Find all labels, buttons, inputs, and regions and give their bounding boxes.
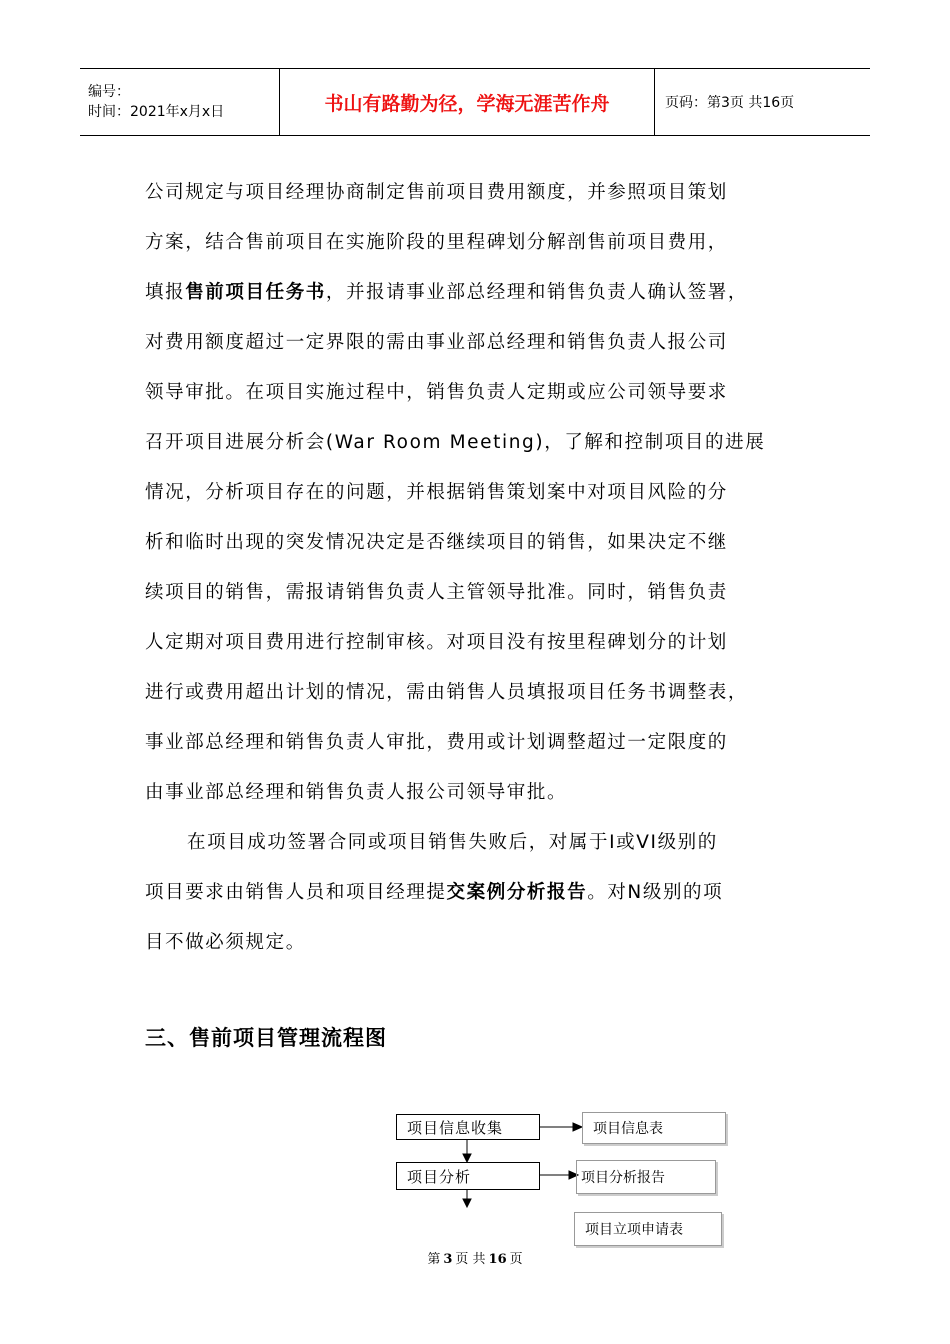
bold-term-case-analysis-report: 交案例分析报告 <box>446 882 588 903</box>
text-line: 析和临时出现的突发情况决定是否继续项目的销售，如果决定不继 <box>145 532 728 553</box>
footer-current-page: 3 <box>443 1252 453 1267</box>
text-line: 情况，分析项目存在的问题，并根据销售策划案中对项目风险的分 <box>145 482 728 503</box>
header-page-info: 页码：第3页 共16页 <box>665 95 795 111</box>
footer-suffix: 页 <box>509 1252 523 1267</box>
text-line: 对费用额度超过一定界限的需由事业部总经理和销售负责人报公司 <box>145 332 728 353</box>
text-line: 目不做必须规定。 <box>145 932 306 953</box>
text-line: 进行或费用超出计划的情况，需由销售人员填报项目任务书调整表， <box>145 682 749 703</box>
text-line: 事业部总经理和销售负责人审批，费用或计划调整超过一定限度的 <box>145 732 728 753</box>
footer-prefix: 第 <box>427 1252 441 1267</box>
text-span: 填报 <box>145 282 186 303</box>
footer-middle: 页 共 <box>455 1252 486 1267</box>
document-number: 编号： <box>88 84 130 100</box>
arrowhead <box>463 1154 471 1162</box>
arrowhead <box>463 1199 471 1207</box>
page-footer <box>0 1248 950 1267</box>
flow-doc-info-sheet: 项目信息表 <box>582 1112 726 1144</box>
text-span: 项目要求由销售人员和项目经理提 <box>145 882 447 903</box>
text-line: 人定期对项目费用进行控制审核。对项目没有按里程碑划分的计划 <box>145 632 728 653</box>
text-line: 由事业部总经理和销售负责人报公司领导审批。 <box>145 782 568 803</box>
header-motto: 书山有路勤为径，学海无涯苦作舟 <box>280 69 655 135</box>
bold-term-presales-task-book: 售前项目任务书 <box>185 282 326 303</box>
section-title: 三、售前项目管理流程图 <box>145 1026 387 1050</box>
text-line: 公司规定与项目经理协商制定售前项目费用额度，并参照项目策划 <box>145 182 728 203</box>
flow-step-info-collection: 项目信息收集 <box>396 1114 540 1140</box>
document-date: 时间：2021年x月x日 <box>88 104 225 120</box>
footer-total-pages: 16 <box>488 1252 507 1267</box>
text-line: 召开项目进展分析会(War Room Meeting)，了解和控制项目的进展 <box>145 432 766 453</box>
flow-doc-approval-form: 项目立项申请表 <box>574 1212 722 1246</box>
text-line: 领导审批。在项目实施过程中，销售负责人定期或应公司领导要求 <box>145 382 728 403</box>
flow-doc-analysis-report: 项目分析报告 <box>576 1160 716 1194</box>
text-span: ，并报请事业部总经理和销售负责人确认签署， <box>325 282 749 303</box>
text-span: 。对N级别的项 <box>587 882 724 903</box>
arrowhead <box>573 1123 582 1131</box>
text-line: 续项目的销售，需报请销售负责人主管领导批准。同时，销售负责 <box>145 582 728 603</box>
text-line: 方案，结合售前项目在实施阶段的里程碑划分解剖售前项目费用， <box>145 232 728 253</box>
flow-step-project-analysis: 项目分析 <box>396 1162 540 1190</box>
text-line: 在项目成功签署合同或项目销售失败后，对属于I或VI级别的 <box>187 832 718 853</box>
